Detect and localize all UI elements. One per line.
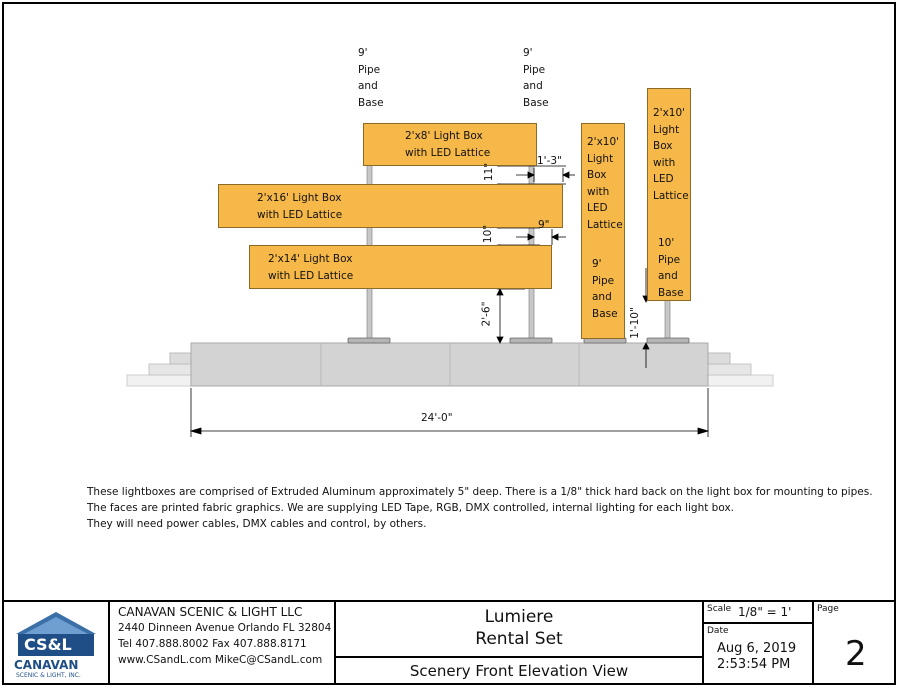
page-cell [814,602,896,685]
base-4 [647,338,689,343]
stage-step-left-2 [149,364,192,375]
time-value: 2:53:54 PM [717,657,791,672]
dim-9-text: 9" [538,219,550,231]
dim-24-text: 24'-0" [421,412,453,424]
dim-1-3-text: 1'-3" [537,155,562,167]
note-line-2: The faces are printed fabric graphics. We are supplying LED Tape, RGB, DMX controlled, internal lighting for each light box. [87,502,734,514]
date-label: Date [707,626,729,636]
base-2 [510,338,552,343]
stage-step-left-1 [127,375,192,386]
title-block [2,600,896,685]
dim-1-3-lines [516,168,575,182]
lightbox-2x8-label-1: 2'x8' Light Box [405,130,483,142]
dim-9-lines [516,229,566,245]
dim-11-text: 11" [483,162,496,182]
dim-10-text: 10" [482,224,495,244]
scale-value: 1/8" = 1' [738,605,792,619]
logo-name: CANAVAN [14,658,79,672]
dim-2-6-text: 2'-6" [480,301,493,327]
logo-sub: SCENIC & LIGHT, INC. [16,672,81,679]
date-value: Aug 6, 2019 [717,641,797,656]
project-name: Lumiere [484,607,554,627]
note-line-3: They will need power cables, DMX cables and control, by others. [87,518,427,530]
scale-label: Scale [707,604,732,614]
lightbox-2x16-label-2: with LED Lattice [257,208,343,221]
page-label: Page [817,604,839,614]
date-cell [704,624,814,685]
logo-cell [2,602,110,685]
pipe-4 [665,300,670,340]
project-cell [336,602,704,658]
lightbox-2x8 [363,123,537,166]
note-line-1: These lightboxes are comprised of Extruded Aluminum approximately 5" deep. There is a 1/8" thick hard back on the light box for mounting to pipes. [87,486,873,498]
stage-step-right-3 [708,353,730,364]
lightbox-2x8-label-2: with LED Lattice [405,146,491,159]
lightbox-2x16-label-1: 2'x16' Light Box [257,192,342,204]
pipe-label-2: 9' Pipe and Base [523,47,549,109]
logo-mark: CS&L [24,635,72,654]
view-cell [336,658,704,685]
lightbox-2x10-b: 2'x10' Light Box with LED Lattice 10' Pipe and Base [647,88,691,301]
company-cell [110,602,336,685]
stage-step-right-1 [708,375,773,386]
lightbox-2x16 [218,184,563,228]
notes [87,484,873,532]
stage-step-right-2 [708,364,751,375]
dim-2-6-lines [497,289,525,343]
lightbox-2x14-label-1: 2'x14' Light Box [268,253,353,265]
lightbox-2x14-label-2: with LED Lattice [268,269,354,282]
lightbox-2x10-a: 2'x10' Light Box with LED Lattice 9' Pipe and Base [581,123,625,339]
company-phone: Tel 407.888.8002 Fax 407.888.8171 [118,638,307,650]
base-1 [348,338,390,343]
company-address: 2440 Dinneen Avenue Orlando FL 32804 [118,622,332,634]
scale-cell [704,602,814,624]
company-web: www.CSandL.com MikeC@CSandL.com [118,654,323,666]
lightbox-2x14 [249,245,552,289]
dim-1-10-text: 1'-10" [628,307,641,339]
company-name: CANAVAN SCENIC & LIGHT LLC [118,605,303,619]
view-title: Scenery Front Elevation View [409,662,629,680]
pipe-label-1: 9' Pipe and Base [358,47,384,109]
project-subtitle: Rental Set [475,629,563,649]
stage-step-left-3 [170,353,192,364]
page-number: 2 [845,634,867,674]
